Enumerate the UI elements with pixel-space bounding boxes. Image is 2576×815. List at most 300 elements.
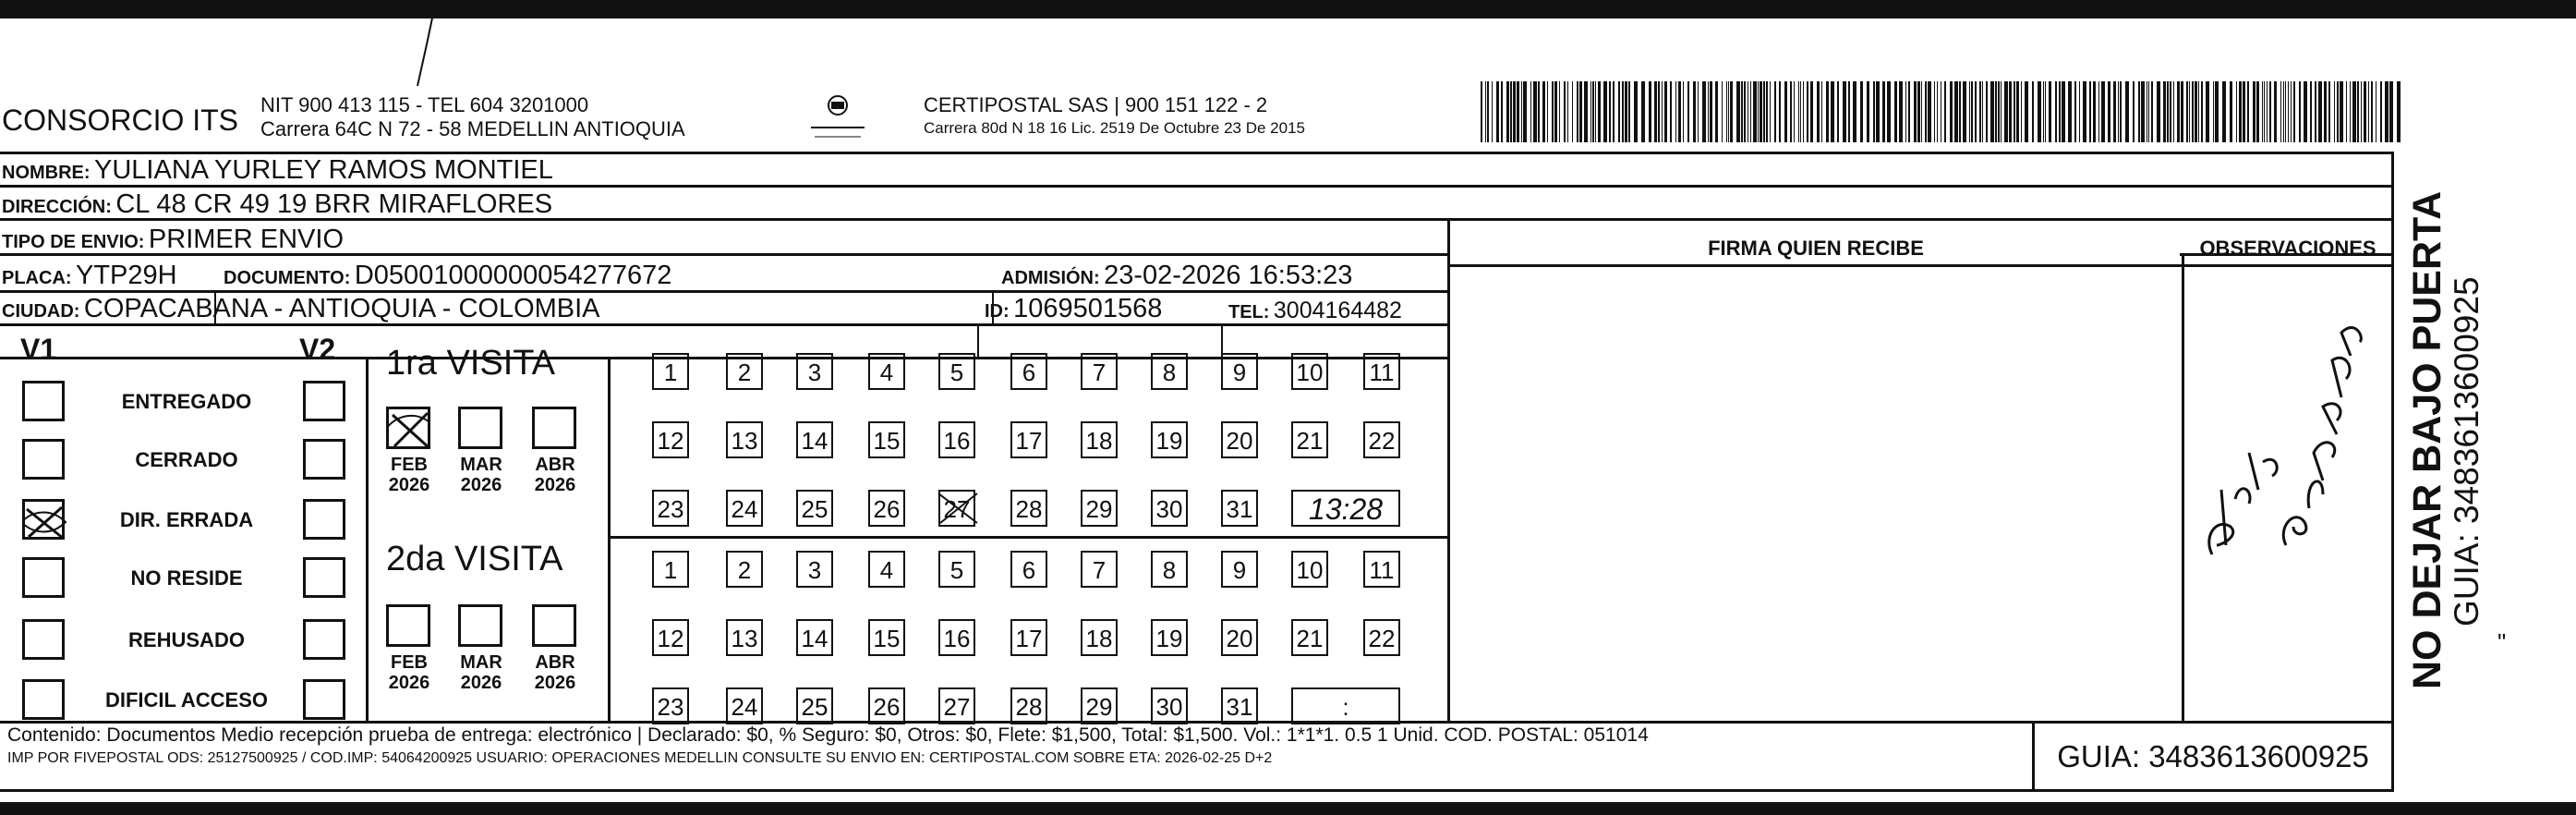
barcode-bar xyxy=(2118,81,2119,142)
day-box[interactable]: 1 xyxy=(652,551,689,588)
day-box[interactable]: 7 xyxy=(1081,551,1118,588)
barcode-bar xyxy=(2120,81,2122,142)
barcode-bar xyxy=(2059,81,2061,142)
barcode-bar xyxy=(1905,81,1906,142)
barcode-bar xyxy=(2389,81,2393,142)
day-box[interactable]: 31 xyxy=(1221,490,1258,527)
day-box[interactable]: 7 xyxy=(1081,353,1118,390)
barcode-bar xyxy=(1753,81,1757,142)
barcode-bar xyxy=(1710,81,1712,142)
barcode-bar xyxy=(2167,81,2169,142)
barcode-bar xyxy=(2262,81,2263,142)
status-label: NO RESIDE xyxy=(130,566,243,590)
month-checkbox[interactable] xyxy=(386,407,430,449)
barcode-bar xyxy=(2195,81,2197,142)
barcode-bar xyxy=(1492,81,1493,142)
day-box[interactable]: 21 xyxy=(1291,421,1328,458)
barcode-bar xyxy=(2101,81,2105,142)
tel-field xyxy=(1228,298,1402,324)
barcode-bar xyxy=(2151,81,2153,142)
day-box[interactable]: 25 xyxy=(796,687,833,724)
barcode-bar xyxy=(2267,81,2268,142)
barcode-bar xyxy=(1726,81,1727,142)
barcode-bar xyxy=(2004,81,2008,142)
month-checkbox[interactable] xyxy=(458,407,502,449)
barcode-bar xyxy=(1837,81,1839,142)
barcode-bar xyxy=(1547,81,1548,142)
firma-header: FIRMA QUIEN RECIBE xyxy=(1708,237,1924,260)
day-box[interactable]: 18 xyxy=(1081,619,1118,656)
barcode-bar xyxy=(2230,81,2232,142)
month-checkbox[interactable] xyxy=(532,407,576,449)
day-box[interactable]: 9 xyxy=(1221,551,1258,588)
barcode-bar xyxy=(1807,81,1808,142)
footer-imp: IMP POR FIVEPOSTAL ODS: 25127500925 / COD.IMP: 54064200925 USUARIO: OPERACIONES MEDELLIN CONSULTE SU ENVIO EN: CERTIPOSTAL.COM SOBRE ETA: 2026-02-25 D+2 xyxy=(7,750,1273,766)
carrier-name: CERTIPOSTAL SAS | 900 151 122 - 2 xyxy=(924,93,1268,116)
barcode-bar xyxy=(1843,81,1846,142)
footer-contenido: Contenido: Documentos Medio recepción prueba de entrega: electrónico | Declarado: $0, % Seguro: $0, Otros: $0, Flete: $1,500, Total: $1,500. Vol.: 1*1*1. 0.5 1 Unid. COD. POSTAL: 051014 xyxy=(7,724,1649,746)
barcode-bar xyxy=(2062,81,2065,142)
barcode-bar xyxy=(1975,81,1977,142)
barcode-bar xyxy=(2133,81,2135,142)
barcode-bar xyxy=(1722,81,1723,142)
barcode-bar xyxy=(2049,81,2051,142)
observaciones-area[interactable] xyxy=(2184,268,2391,569)
barcode-bar xyxy=(1925,81,1927,142)
barcode-bar xyxy=(2310,81,2312,142)
barcode-bar xyxy=(1826,81,1829,142)
tel-label: TEL: xyxy=(1228,302,1270,322)
barcode-bar xyxy=(1848,81,1850,142)
barcode-bar xyxy=(1770,81,1771,142)
side-guia: GUIA: 3483613600925 xyxy=(2448,276,2485,626)
barcode-bar xyxy=(2397,81,2401,142)
day-box[interactable]: 28 xyxy=(1010,490,1047,527)
check-x-icon xyxy=(25,502,67,542)
barcode-bar xyxy=(1921,81,1922,142)
logo-icon xyxy=(805,91,870,146)
barcode-bar xyxy=(2201,81,2203,142)
barcode-bar xyxy=(2288,81,2289,142)
barcode-bar xyxy=(1894,81,1897,142)
day-box[interactable]: 14 xyxy=(796,421,833,458)
id-label: ID: xyxy=(985,301,1010,322)
barcode-bar xyxy=(2368,81,2369,142)
day-box[interactable]: 16 xyxy=(938,421,975,458)
barcode-bar xyxy=(1675,81,1676,142)
day-box[interactable]: 20 xyxy=(1221,421,1258,458)
day-box[interactable]: 15 xyxy=(868,421,905,458)
barcode-bar xyxy=(1662,81,1663,142)
barcode-bar xyxy=(2222,81,2226,142)
day-box[interactable]: 12 xyxy=(652,619,689,656)
barcode-bar xyxy=(1658,81,1660,142)
nombre-field xyxy=(2,155,553,186)
barcode-bar xyxy=(2113,81,2116,142)
day-box[interactable]: 11 xyxy=(1363,551,1400,588)
day-box[interactable]: 19 xyxy=(1151,619,1188,656)
v1-checkbox[interactable] xyxy=(22,619,65,660)
barcode-bar xyxy=(2239,81,2242,142)
day-box[interactable]: 24 xyxy=(726,687,763,724)
v2-checkbox[interactable] xyxy=(303,439,345,480)
admision-field xyxy=(1001,261,1352,291)
barcode-bar xyxy=(2163,81,2166,142)
barcode-bar xyxy=(2324,81,2327,142)
day-box[interactable]: 14 xyxy=(796,619,833,656)
day-box[interactable]: 6 xyxy=(1010,551,1047,588)
day-box[interactable]: 10 xyxy=(1291,551,1328,588)
day-box[interactable]: 2 xyxy=(726,353,763,390)
day-box[interactable] xyxy=(938,490,975,527)
barcode-bar xyxy=(1790,81,1792,142)
barcode-bar xyxy=(1744,81,1746,142)
barcode-bar xyxy=(1567,81,1568,142)
barcode-bar xyxy=(1533,81,1537,142)
barcode-bar xyxy=(2269,81,2271,142)
barcode-bar xyxy=(1963,81,1966,142)
ciudad-label: CIUDAD: xyxy=(2,301,80,322)
day-box[interactable]: 15 xyxy=(868,619,905,656)
scan-bottom-edge xyxy=(0,802,2576,815)
barcode-bar xyxy=(1628,81,1630,142)
v2-checkbox[interactable] xyxy=(303,619,345,660)
barcode-bar xyxy=(2014,81,2015,142)
barcode-bar xyxy=(2357,81,2359,142)
day-box[interactable]: 8 xyxy=(1151,353,1188,390)
v2-checkbox[interactable] xyxy=(303,679,345,720)
month-label: FEB 2026 xyxy=(388,455,430,495)
no-dejar-bajo-puerta: NO DEJAR BAJO PUERTA xyxy=(2405,190,2449,689)
day-box[interactable]: 27 xyxy=(938,687,975,724)
barcode-bar xyxy=(2125,81,2129,142)
day-box[interactable]: 28 xyxy=(1010,687,1047,724)
barcode-bar xyxy=(2025,81,2028,142)
v1-checkbox[interactable] xyxy=(22,499,65,540)
barcode-bar xyxy=(2253,81,2256,142)
barcode-bar xyxy=(1982,81,1983,142)
barcode-bar xyxy=(1954,81,1958,142)
barcode-bar xyxy=(2074,81,2076,142)
barcode-bar xyxy=(1517,81,1519,142)
barcode-bar xyxy=(1523,81,1527,142)
barcode-bar xyxy=(1810,81,1813,142)
day-box-text: 27 xyxy=(943,495,971,523)
day-box[interactable]: 6 xyxy=(1010,353,1047,390)
barcode-bar xyxy=(1530,81,1531,142)
barcode-bar xyxy=(1831,81,1834,142)
barcode-bar xyxy=(1766,81,1768,142)
day-box[interactable]: 30 xyxy=(1151,687,1188,724)
barcode-bar xyxy=(2157,81,2160,142)
barcode-bar xyxy=(1928,81,1931,142)
day-box[interactable]: 3 xyxy=(796,551,833,588)
barcode-bar xyxy=(1821,81,1822,142)
barcode-bar xyxy=(1687,81,1689,142)
barcode-bar xyxy=(2243,81,2245,142)
day-box[interactable]: 23 xyxy=(652,687,689,724)
day-box[interactable]: 10 xyxy=(1291,353,1328,390)
barcode-bar xyxy=(1487,81,1489,142)
status-label: CERRADO xyxy=(135,448,238,471)
v1-checkbox[interactable] xyxy=(22,679,65,720)
day-box[interactable]: 23 xyxy=(652,490,689,527)
barcode-bar xyxy=(2098,81,2099,142)
visita2-title: 2da VISITA xyxy=(386,540,563,578)
barcode-bar xyxy=(1728,81,1729,142)
barcode-bar xyxy=(1598,81,1601,142)
ciudad-value: COPACABANA - ANTIOQUIA - COLOMBIA xyxy=(83,294,600,323)
barcode-bar xyxy=(1730,81,1733,142)
barcode-bar xyxy=(1867,81,1869,142)
handwritten-observation xyxy=(2184,268,2391,569)
v1-checkbox[interactable] xyxy=(22,439,65,480)
v2-checkbox[interactable] xyxy=(303,557,345,598)
barcode-bar xyxy=(1613,81,1615,142)
day-box[interactable]: 26 xyxy=(868,490,905,527)
v2-checkbox[interactable] xyxy=(303,499,345,540)
barcode-bar xyxy=(1554,81,1557,142)
barcode-bar xyxy=(1592,81,1594,142)
pen-mark xyxy=(406,7,443,91)
v1-checkbox[interactable] xyxy=(22,557,65,598)
barcode-bar xyxy=(1715,81,1718,142)
barcode-bar xyxy=(1664,81,1667,142)
day-box[interactable]: 13 xyxy=(726,619,763,656)
barcode-bar xyxy=(2304,81,2307,142)
tipo-envio-label: TIPO DE ENVIO: xyxy=(2,232,145,252)
barcode-bar xyxy=(1959,81,1961,142)
barcode-bar xyxy=(2148,81,2149,142)
barcode-bar xyxy=(2256,81,2259,142)
documento-value: D05001000000054277672 xyxy=(354,261,672,290)
day-box[interactable]: 8 xyxy=(1151,551,1188,588)
barcode-bar xyxy=(2337,81,2339,142)
day-box[interactable]: 4 xyxy=(868,353,905,390)
status-label: DIFICIL ACCESO xyxy=(104,688,268,712)
barcode-bar xyxy=(2138,81,2140,142)
day-box[interactable]: 5 xyxy=(938,353,975,390)
day-box[interactable]: 29 xyxy=(1081,490,1118,527)
nombre-value: YULIANA YURLEY RAMOS MONTIEL xyxy=(94,155,553,185)
day-box[interactable]: 1 xyxy=(652,353,689,390)
barcode-bar xyxy=(1969,81,1970,142)
barcode-bar xyxy=(2361,81,2362,142)
barcode-bar xyxy=(1654,81,1657,142)
barcode-bar xyxy=(1485,81,1486,142)
barcode-bar xyxy=(2328,81,2330,142)
barcode-bar xyxy=(1481,81,1482,142)
barcode-bar xyxy=(2283,81,2284,142)
documento-field xyxy=(224,261,671,291)
barcode-bar xyxy=(1603,81,1607,142)
barcode-bar xyxy=(1595,81,1596,142)
barcode-bar xyxy=(1496,81,1499,142)
barcode-bar xyxy=(1979,81,1981,142)
day-box[interactable]: 5 xyxy=(938,551,975,588)
barcode-bar xyxy=(2264,81,2265,142)
month-label: MAR 2026 xyxy=(460,652,502,693)
day-box[interactable]: 11 xyxy=(1363,353,1400,390)
day-box[interactable]: 3 xyxy=(796,353,833,390)
nombre-label: NOMBRE: xyxy=(2,163,91,183)
status-label: DIR. ERRADA xyxy=(119,508,254,531)
barcode-bar xyxy=(1899,81,1903,142)
placa-field xyxy=(2,261,177,291)
day-box[interactable]: 16 xyxy=(938,619,975,656)
time-box[interactable]: 13:28 xyxy=(1291,490,1400,527)
barcode-bar xyxy=(2089,81,2091,142)
barcode-bar xyxy=(2045,81,2046,142)
barcode-bar xyxy=(2299,81,2301,142)
barcode-bar xyxy=(1708,81,1709,142)
day-box[interactable]: 21 xyxy=(1291,619,1328,656)
barcode-bar xyxy=(2173,81,2174,142)
barcode-bar xyxy=(1538,81,1540,142)
signature-area[interactable] xyxy=(1450,268,2182,569)
day-box[interactable]: 31 xyxy=(1221,687,1258,724)
month-label: FEB 2026 xyxy=(388,652,430,693)
month-checkbox[interactable] xyxy=(386,604,430,647)
company-contact: NIT 900 413 115 - TEL 604 3201000 xyxy=(260,93,589,116)
barcode-bar xyxy=(2192,81,2194,142)
day-box[interactable]: 13 xyxy=(726,421,763,458)
placa-value: YTP29H xyxy=(76,261,177,290)
carrier-address: Carrera 80d N 18 16 Lic. 2519 De Octubre 23 De 2015 xyxy=(924,119,1305,137)
day-box[interactable]: 30 xyxy=(1151,490,1188,527)
barcode-bar xyxy=(2108,81,2110,142)
day-box[interactable]: 20 xyxy=(1221,619,1258,656)
barcode-bar xyxy=(2291,81,2292,142)
barcode-bar xyxy=(2285,81,2286,142)
observaciones-header: OBSERVACIONES xyxy=(2199,237,2376,260)
day-box[interactable]: 19 xyxy=(1151,421,1188,458)
barcode-bar xyxy=(1572,81,1573,142)
barcode-bar xyxy=(2215,81,2219,142)
day-box[interactable]: 25 xyxy=(796,490,833,527)
documento-label: DOCUMENTO: xyxy=(224,268,351,288)
barcode-bar xyxy=(1914,81,1917,142)
day-box[interactable]: 26 xyxy=(868,687,905,724)
barcode-bar xyxy=(1784,81,1787,142)
barcode-bar xyxy=(1641,81,1645,142)
barcode-bar xyxy=(1937,81,1938,142)
barcode-bar xyxy=(2189,81,2190,142)
barcode-bar xyxy=(2032,81,2034,142)
barcode-bar xyxy=(1736,81,1740,142)
barcode-bar xyxy=(1670,81,1672,142)
day-box[interactable]: 22 xyxy=(1363,421,1400,458)
barcode-bar xyxy=(1702,81,1706,142)
barcode-bar xyxy=(1779,81,1781,142)
tel-value: 3004164482 xyxy=(1273,298,1402,323)
barcode-bar xyxy=(2055,81,2057,142)
barcode-bar xyxy=(1873,81,1875,142)
barcode-bar xyxy=(2371,81,2373,142)
barcode-bar xyxy=(1971,81,1973,142)
barcode-bar xyxy=(1990,81,1994,142)
footer-guia: GUIA: 3483613600925 xyxy=(2057,739,2369,773)
barcode-bar xyxy=(1995,81,1997,142)
barcode-bar xyxy=(1798,81,1799,142)
barcode-bar xyxy=(1521,81,1522,142)
barcode-bar xyxy=(2177,81,2180,142)
barcode-bar xyxy=(1882,81,1885,142)
barcode-bar xyxy=(2186,81,2188,142)
day-box[interactable]: 17 xyxy=(1010,421,1047,458)
tipo-envio-field xyxy=(2,225,344,255)
direccion-value: CL 48 CR 49 19 BRR MIRAFLORES xyxy=(115,189,553,219)
barcode-bar xyxy=(2213,81,2214,142)
barcode-bar xyxy=(2079,81,2080,142)
month-checkbox[interactable] xyxy=(532,604,576,647)
barcode-bar xyxy=(1950,81,1953,142)
admision-label: ADMISIÓN: xyxy=(1001,268,1100,288)
month-checkbox[interactable] xyxy=(458,604,502,647)
check-x-icon xyxy=(389,409,433,452)
barcode-bar xyxy=(1678,81,1681,142)
barcode-bar xyxy=(2385,81,2389,142)
day-box[interactable]: 24 xyxy=(726,490,763,527)
barcode-bar xyxy=(1579,81,1582,142)
barcode-bar xyxy=(1887,81,1891,142)
barcode-bar xyxy=(2315,81,2316,142)
barcode-bar xyxy=(1649,81,1651,142)
month-label: ABR 2026 xyxy=(534,455,576,495)
time-box[interactable]: : xyxy=(1291,687,1400,724)
barcode-bar xyxy=(1542,81,1545,142)
day-box[interactable]: 22 xyxy=(1363,619,1400,656)
barcode-bar xyxy=(1917,81,1920,142)
barcode-bar xyxy=(1625,81,1627,142)
day-box[interactable]: 17 xyxy=(1010,619,1047,656)
barcode-bar xyxy=(1501,81,1503,142)
barcode-bar xyxy=(1803,81,1804,142)
barcode-bar xyxy=(1634,81,1638,142)
check-x-icon xyxy=(937,490,981,527)
barcode-bar xyxy=(2380,81,2382,142)
v2-checkbox[interactable] xyxy=(303,381,345,421)
id-field xyxy=(985,294,1162,324)
barcode-bar xyxy=(1622,81,1624,142)
v1-checkbox[interactable] xyxy=(22,381,65,421)
barcode-bar xyxy=(1510,81,1512,142)
day-box[interactable]: 9 xyxy=(1221,353,1258,390)
barcode-bar xyxy=(2236,81,2237,142)
barcode-bar xyxy=(2318,81,2322,142)
day-box[interactable]: 12 xyxy=(652,421,689,458)
barcode-bar xyxy=(2280,81,2281,142)
visita1-title: 1ra VISITA xyxy=(386,344,556,383)
barcode-bar xyxy=(1559,81,1560,142)
barcode-bar xyxy=(1934,81,1935,142)
barcode-bar xyxy=(1758,81,1759,142)
barcode-bar xyxy=(2364,81,2366,142)
side-mark: " xyxy=(2497,628,2507,656)
day-box[interactable]: 2 xyxy=(726,551,763,588)
status-label: ENTREGADO xyxy=(121,390,252,413)
barcode-bar xyxy=(2206,81,2209,142)
barcode-bar xyxy=(1506,81,1509,142)
barcode-bar xyxy=(2247,81,2249,142)
day-box[interactable]: 29 xyxy=(1081,687,1118,724)
barcode-bar xyxy=(2038,81,2041,142)
barcode-bar xyxy=(1944,81,1946,142)
v1-header: V1 xyxy=(20,333,57,366)
certipostal-logo xyxy=(805,91,870,146)
day-box[interactable]: 4 xyxy=(868,551,905,588)
day-box[interactable]: 18 xyxy=(1081,421,1118,458)
